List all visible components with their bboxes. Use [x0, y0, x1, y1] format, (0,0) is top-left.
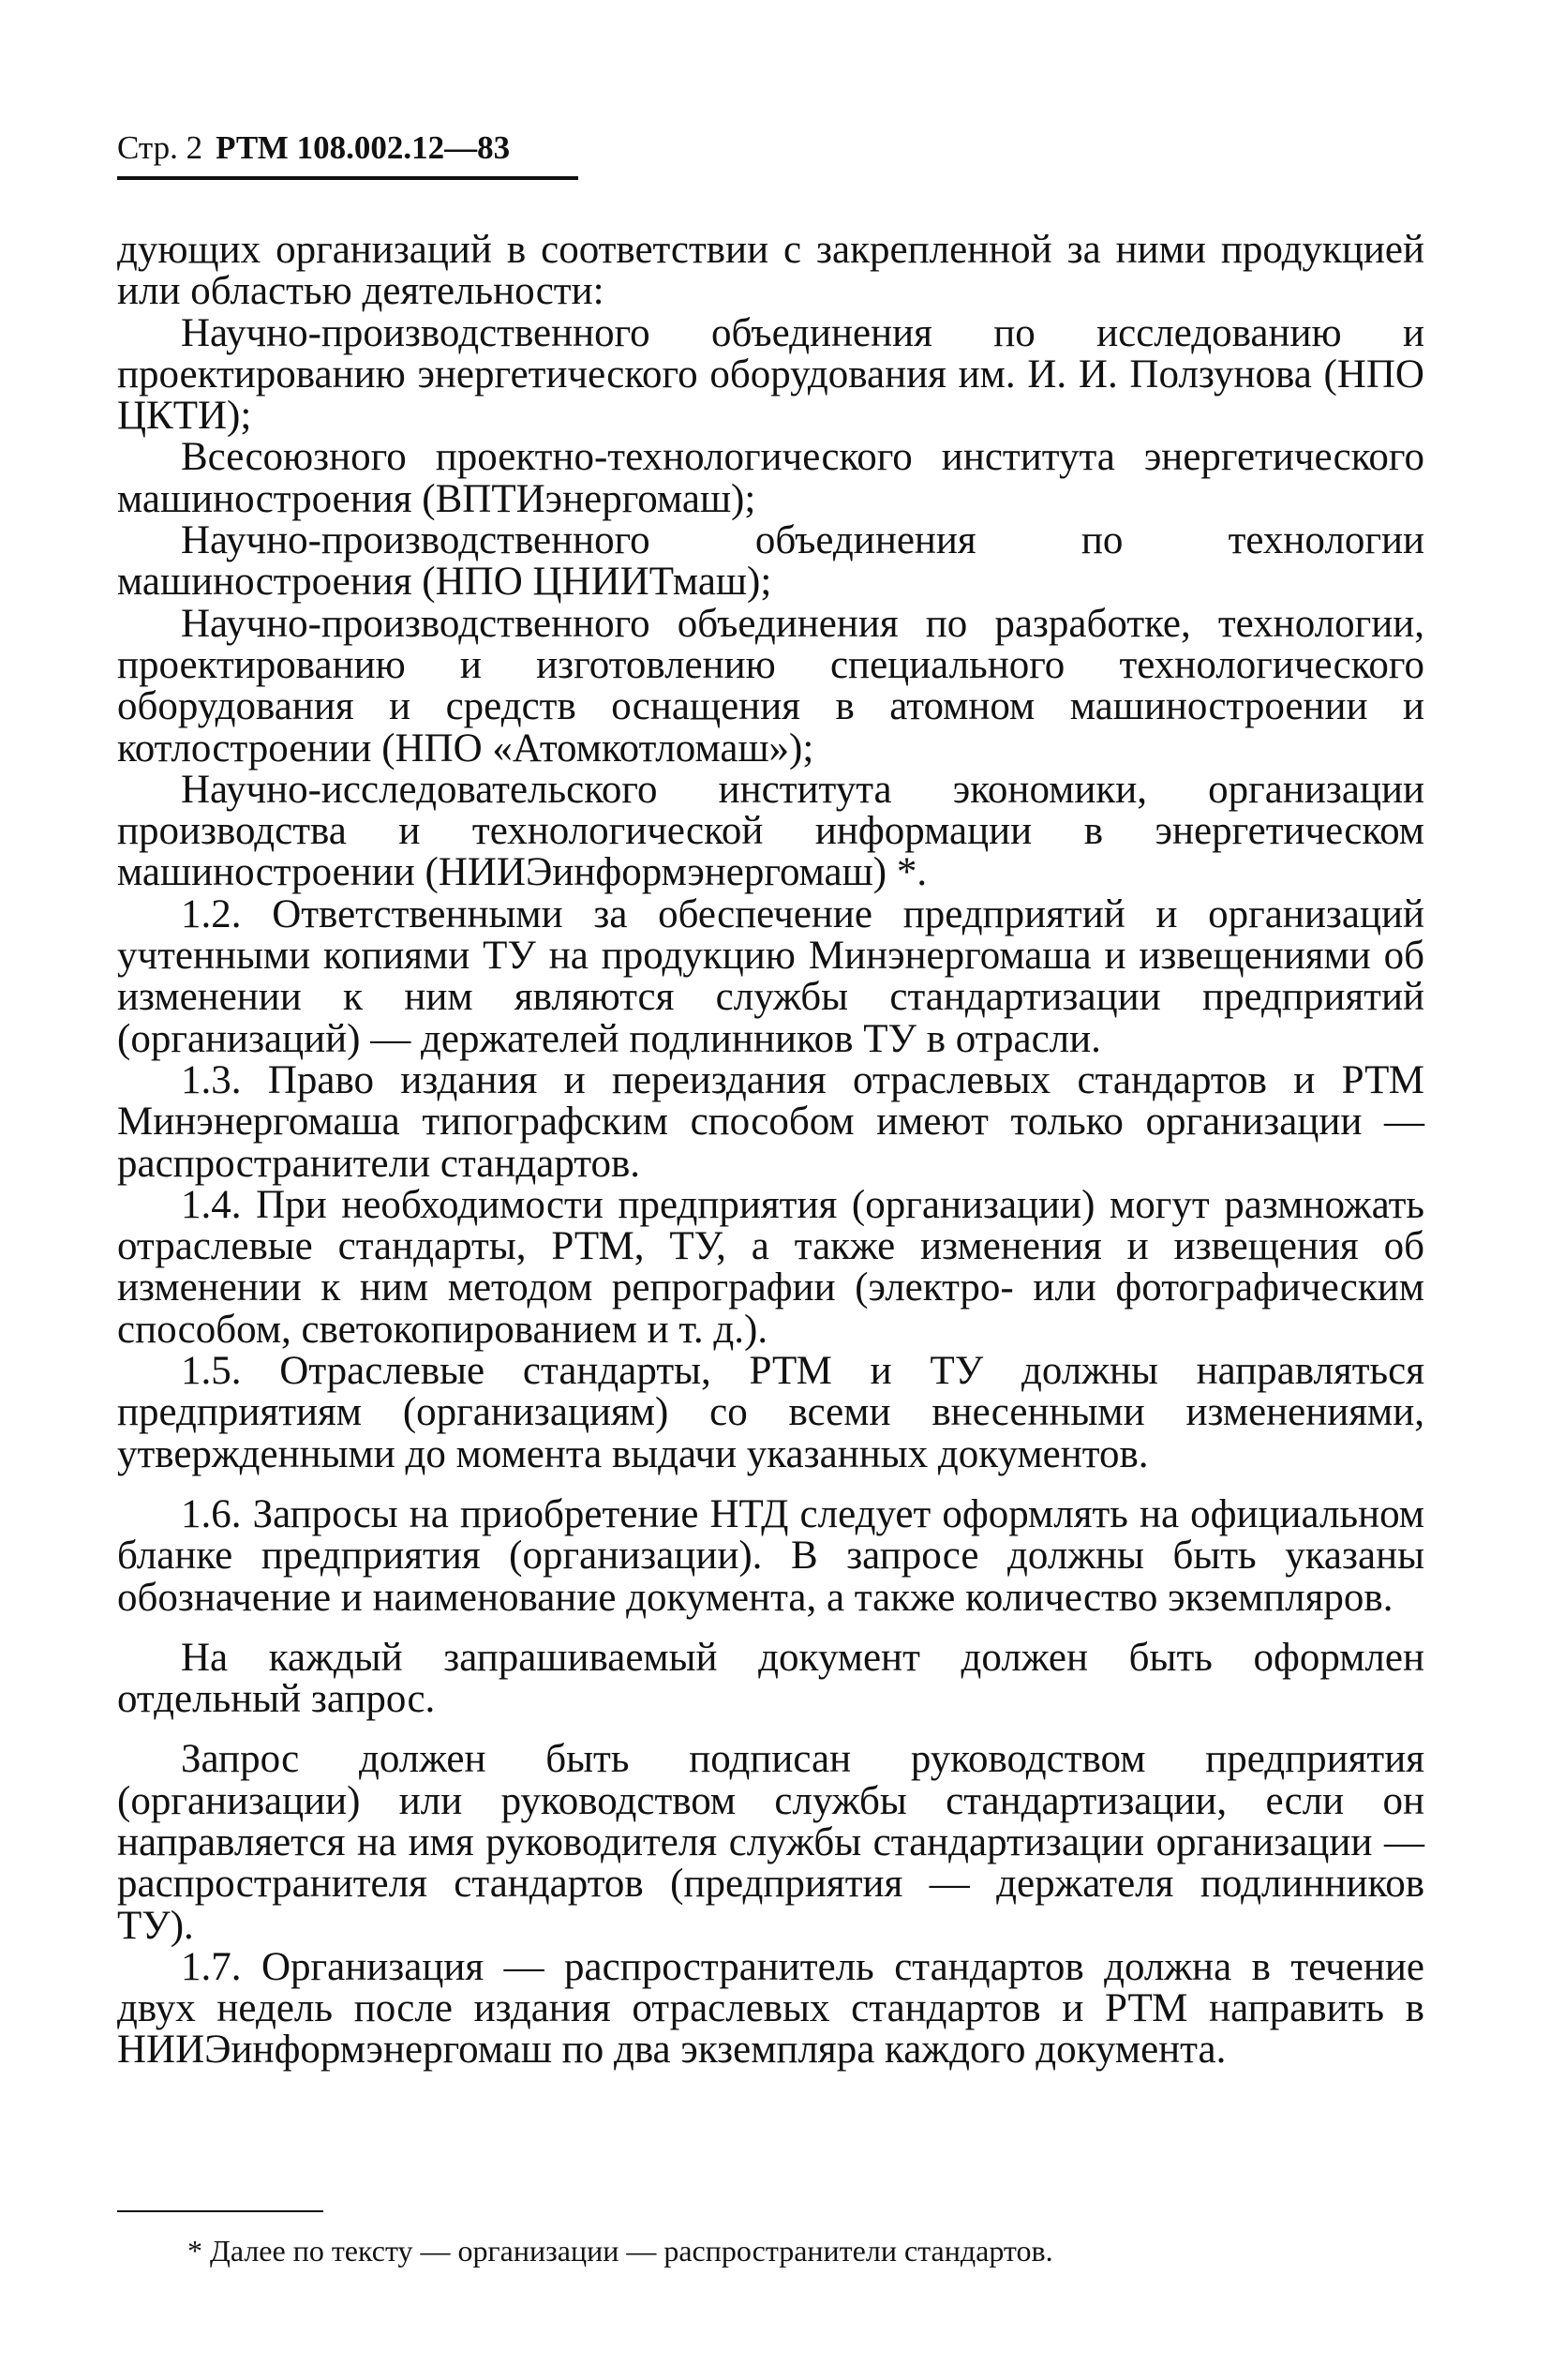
- paragraph-cniitmash: Научно-производственного объединения по технологии машиностроения (НПО ЦНИИТмаш);: [117, 518, 1424, 605]
- footnote-divider: [117, 2210, 323, 2212]
- paragraph-1-5: 1.5. Отраслевые стандарты, РТМ и ТУ должны направляться предприятиям (организациям) со всеми внесенными изменениями, утвержденными до момента выдачи указанных документов.: [117, 1349, 1424, 1476]
- page-header: [117, 131, 510, 164]
- paragraph-niieinform: Научно-исследовательского института экономики, организации производства и технологической информации в энергетическом машиностроении (НИИЭинформэнергомаш) *.: [117, 767, 1424, 895]
- paragraph-1-7: 1.7. Организация — распространитель стандартов должна в течение двух недель после издания отраслевых стандартов и РТМ направить в НИИЭинформэнергомаш по два экземпляра каждого документа.: [117, 1944, 1424, 2073]
- page-number: Стр. 2: [117, 129, 203, 166]
- paragraph-1-3: 1.3. Право издания и переиздания отраслевых стандартов и РТМ Минэнергомаша типографским способом имеют только организации — распространители стандартов.: [117, 1057, 1424, 1186]
- paragraph-1-4: 1.4. При необходимости предприятия (организации) могут размножать отраслевые стандарты, РТМ, ТУ, а также изменения и извещения об изменении к ним методом репрографии (электро- или фотографическим способом, светокопированием и т. д.).: [117, 1182, 1424, 1352]
- footnote: * Далее по тексту — организации — распространители стандартов.: [187, 2234, 1053, 2268]
- document-code: РТМ 108.002.12—83: [216, 129, 511, 166]
- paragraph-atomkotlomash: Научно-производственного объединения по разработке, технологии, проектированию и изготовлению специального технологического оборудования и средств оснащения в атомном машиностроении и котлостроении (НПО «Атомкотломаш»);: [117, 601, 1424, 771]
- paragraph-1-6: 1.6. Запросы на приобретение НТД следует оформлять на официальном бланке предприятия (организации). В запросе должны быть указаны обозначение и наименование документа, а также количество экземпляров.: [117, 1491, 1424, 1620]
- paragraph-vpti: Всесоюзного проектно-технологического института энергетического машиностроения (ВПТИэнергомаш);: [117, 435, 1424, 521]
- paragraph-npo-ckti: Научно-производственного объединения по исследованию и проектированию энергетического оборудования им. И. И. Ползунова (НПО ЦКТИ);: [117, 310, 1424, 439]
- paragraph-request-signature: Запрос должен быть подписан руководством предприятия (организации) или руководством службы стандартизации, если он направляется на имя руководителя службы стандартизации организации — распространителя стандартов (предприятия — держателя подлинников ТУ).: [117, 1737, 1424, 1948]
- body-text: [117, 230, 1424, 2072]
- paragraph-separate-request: На каждый запрашиваемый документ должен быть оформлен отдельный запрос.: [117, 1635, 1424, 1722]
- paragraph-1-2: 1.2. Ответственными за обеспечение предприятий и организаций учтенными копиями ТУ на продукцию Минэнергомаша и извещениями об изменении к ним являются службы стандартизации предприятий (организаций) — держателей подлинников ТУ в отрасли.: [117, 891, 1424, 1061]
- header-underline: [117, 176, 578, 180]
- paragraph-continuation: дующих организаций в соответствии с закрепленной за ними продукцией или областью деятельности:: [117, 228, 1424, 314]
